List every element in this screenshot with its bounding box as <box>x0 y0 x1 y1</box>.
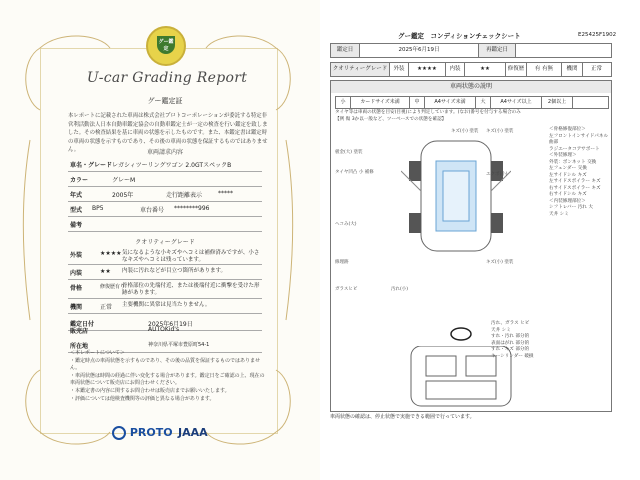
size-legend: 小 カードサイズ未満 中 A4サイズ未満 大 A4サイズ以上 2個以上 <box>335 96 609 109</box>
interior-notes: 汚れ、ガラス ヒビ 天井 シミ すれ・汚れ 部分的 表面はがれ 部分的 すれ・キズ 部分的 キーシリンダー 破損 <box>491 321 534 359</box>
vehicle-year-row: 年式 2005年 走行距離表示 ***** <box>68 187 262 202</box>
grade-engine: 機関 正常 主要機関に異常は見当たりません。 <box>68 299 262 314</box>
damage-label: キズ(小) 塗装 <box>486 129 514 134</box>
report-subtitle: グー鑑定証 <box>147 97 183 105</box>
date-row: 鑑定日 2025年6月19日 再鑑定日 <box>330 43 612 58</box>
damage-diagram: 車両状態の説明 小 カードサイズ未満 中 A4サイズ未満 大 A4サイズ以上 2個以上 タイヤ等は車両の状態を目安(目視)により判定しています。(なお)番号を付与する場合のみ 【例 傷 3か以一般など、ツーベースでの状態を確認】 キズ(小) 塗装 キズ(小) 塗装 板金(大) 塗装 タイヤ凹凸 小 補修 エクボ(小) ヘコみ(大) 修理跡 キズ(小) 塗装 ガラスヒビ 汚れ(小) ＜骨格修復部位＞ 左フロントインサイドパネル 曲部 ラジエータコアサポート ＜外装修理＞ 外装：ボンネット 交換 左フェンダー 交換 左サイドシル キズ 左サイドスポイラー キズ 右サイドスポイラー キズ 右サイドシル キズ ＜内装修理部位＞ シフトレバー 汚れ 大 天井 シミ 汚れ、ガラス ヒビ 天井 シミ すれ・汚れ 部分的 表面はがれ 部分的 すれ・キズ 部分的 キーシリンダー 破損 <box>330 80 612 412</box>
size-note: タイヤ等は車両の状態を目安(目視)により判定しています。(なお)番号を付与する場合のみ 【例 傷 3か以一般など、ツーベースでの状態を確認】 <box>335 110 521 122</box>
report-notes: ＜本レポートについて＞ ・鑑定時点の車両状態を示すものであり、その後の品質を保証するものではありません。 ・車両状態は時間の経過に伴い変化する場合があります。鑑定日をご確認の上、現在の車両状態について販売店にお問合わせください。 ・本鑑定書の内容に関するお問合わせは販売店までお願いいたします。 ・評価については他検査機関等の評価と異なる場合があります。 <box>70 350 265 402</box>
report-title: U-car Grading Report <box>86 70 248 86</box>
damage-label: キズ(小) 塗装 <box>451 129 479 134</box>
report-intro: 本レポートに記載された車両は株式会社プロトコーポレーションが委託する特定非営利活動法人日本自動車鑑定協会の自動車鑑定士が一定の検査を行い鑑定を致しました。その検査結果を基に車両の状態を示したものです。また、本鑑定書は鑑定時の車両の状態を示すものであり、その後の車両の状態を保証するものではありません。 <box>68 113 268 153</box>
grade-exterior: 外装 ★★★★ 気になるような小キズやヘコミは補修済みですが、小さなキズやヘコミは残っています。 <box>68 247 262 265</box>
footer-note: 車両状態の確認は、停止状態で実施できる範囲で行っています。 <box>330 414 475 420</box>
dealer-row: 販売店 AUTOKid's <box>70 326 180 335</box>
car-topview-diagram <box>401 131 511 261</box>
doc-number: E25425F1902 <box>578 32 617 38</box>
vehicle-section-title: 車両請求内容 <box>146 149 183 156</box>
grade-frame: 骨格 修復歴有り 骨格部位の先端付近、または後端付近に衝撃を受けた形跡があります。 <box>68 280 262 299</box>
vehicle-note-row: 備考 <box>68 217 262 232</box>
vehicle-color-row: カラー グレーM <box>68 172 262 187</box>
address-row: 所在地 神奈川県平塚市豊原町54-1 <box>68 338 262 353</box>
repair-list: ＜骨格修復部位＞ 左フロントインサイドパネル 曲部 ラジエータコアサポート ＜外装修理＞ 外装：ボンネット 交換 左フェンダー 交換 左サイドシル キズ 左サイドスポイラー キズ 右サイドスポイラー キズ 右サイドシル キズ ＜内装修理部位＞ シフトレバー 汚れ 大 天井 シミ <box>549 127 609 217</box>
damage-label: 汚れ(小) <box>391 287 409 292</box>
steering-wheel-icon <box>449 326 473 342</box>
grade-summary-row: クオリティーグレード 外装 ★★★★ 内装 ★★ 修復歴 有 有無 機関 正常 <box>330 62 612 77</box>
damage-label: キズ(小) 塗装 <box>486 260 514 265</box>
damage-label: ヘコみ(大) <box>335 222 357 227</box>
check-sheet-title: グー鑑定 コンディションチェックシート <box>398 32 521 40</box>
vehicle-name-row: 車名・グレード レガシィツーリングワゴン 2.0GTスペックB <box>68 157 262 172</box>
damage-label: 板金(大) 塗装 <box>335 150 363 155</box>
grade-interior: 内装 ★★ 内装に汚れなどが目立つ箇所があります。 <box>68 265 262 280</box>
jaaa-logo: JAAA <box>178 426 208 439</box>
damage-label: 修理跡 <box>335 260 349 265</box>
vehicle-model-row: 型式 BP5 車台番号 ********996 <box>68 202 262 217</box>
damage-label: タイヤ凹凸 小 補修 <box>335 170 374 175</box>
inspection-date-row: 鑑定日付 2025年6月19日 <box>68 316 262 331</box>
damage-label: エクボ(小) <box>486 172 508 177</box>
damage-label: ガラスヒビ <box>335 287 358 292</box>
proto-logo: PROTO <box>112 426 173 440</box>
goo-seal-logo: グー鑑定 <box>146 26 186 66</box>
quality-section-title: クオリティーグレード <box>135 239 195 246</box>
